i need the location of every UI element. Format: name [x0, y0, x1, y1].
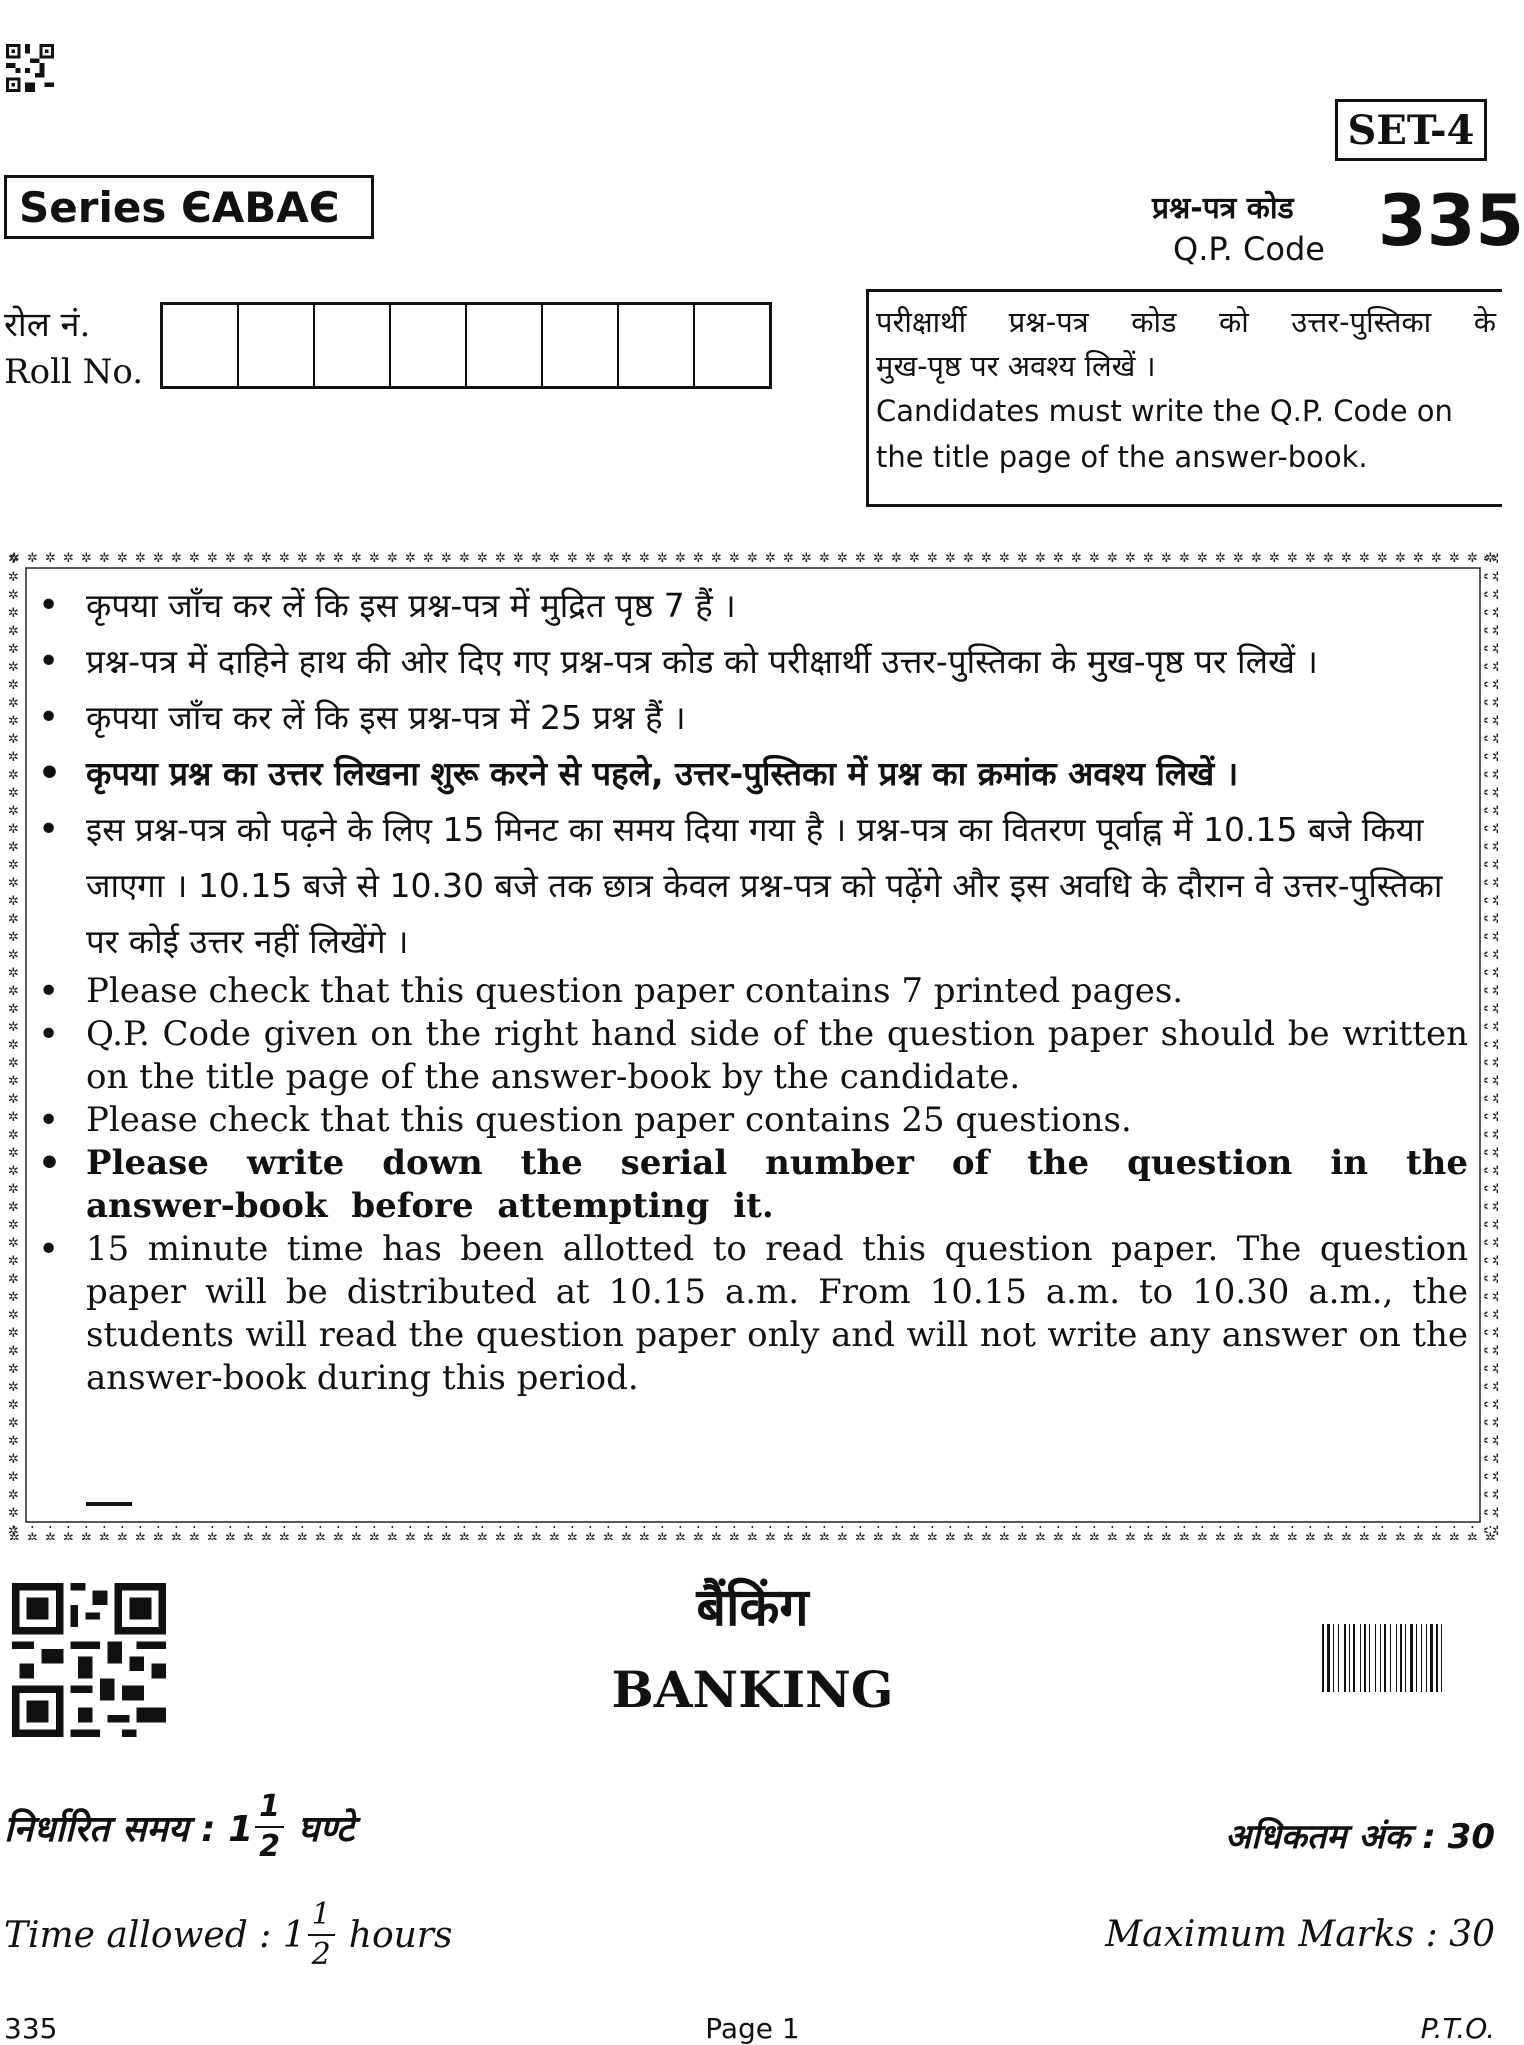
underline-dash: [86, 1502, 132, 1506]
fraction-numerator: 1: [308, 1900, 335, 1936]
time-allowed-english-label: Time allowed : 1: [4, 1914, 306, 1956]
note-hindi-3: • कृपया जाँच कर लें कि इस प्रश्न-पत्र में 25 प्रश्न हैं ।: [36, 690, 1468, 746]
roll-no-box[interactable]: [695, 305, 769, 386]
time-allowed-english-unit: hours: [348, 1914, 453, 1956]
general-instructions: [36, 578, 1468, 1400]
footer-qp-code: 335: [4, 2012, 58, 2045]
roll-no-box[interactable]: [619, 305, 695, 386]
time-allowed-hindi-label: निर्धारित समय : 1: [4, 1808, 254, 1850]
qp-code-label-hindi: प्रश्न-पत्र कोड: [1152, 191, 1294, 226]
note-english-3: • Please check that this question paper contains 25 questions.: [36, 1099, 1468, 1142]
barcode-icon: [1322, 1624, 1492, 1692]
qp-code-number: 335: [1378, 180, 1524, 262]
instruction-hindi-line-2: मुख-पृष्ठ पर अवश्य लिखें ।: [876, 349, 1156, 383]
maximum-marks-hindi: अधिकतम अंक : 30: [1224, 1817, 1495, 1857]
small-qr-code-icon: [6, 44, 54, 92]
instruction-english-line-2: the title page of the answer-book.: [876, 440, 1368, 474]
fraction-numerator: 1: [255, 1792, 284, 1828]
note-english-4: • Please write down the serial number of the question in the answer-book before attempting it.: [36, 1142, 1468, 1228]
footer-pto: P.T.O.: [1420, 2012, 1495, 2045]
roll-no-box[interactable]: [239, 305, 315, 386]
note-english-5: • 15 minute time has been allotted to read this question paper. The question paper will be distributed at 10.15 a.m. From 10.15 a.m. to 10.30 a.m., the students will read the question paper only and will not write any answer on the answer-book during this period.: [36, 1228, 1468, 1400]
fraction-denominator: 2: [259, 1829, 280, 1864]
time-allowed-english: [4, 1897, 453, 1972]
note-hindi-1: • कृपया जाँच कर लें कि इस प्रश्न-पत्र में मुद्रित पृष्ठ 7 हैं ।: [36, 578, 1468, 634]
roll-no-boxes: [160, 302, 772, 389]
note-hindi-5: • इस प्रश्न-पत्र को पढ़ने के लिए 15 मिनट का समय दिया गया है । प्रश्न-पत्र का वितरण पूर्वाह्न में 10.15 बजे किया जाएगा । 10.15 बजे से 10.30 बजे तक छात्र केवल प्रश्न-पत्र को पढ़ेंगे और इस अवधि के दौरान वे उत्तर-पुस्तिका पर कोई उत्तर नहीं लिखेंगे ।: [36, 802, 1468, 970]
footer-page-number: Page 1: [705, 2012, 800, 2045]
roll-no-box[interactable]: [467, 305, 543, 386]
time-allowed-hindi-unit: घण्टे: [298, 1808, 355, 1850]
qp-code-label-english: Q.P. Code: [1173, 230, 1325, 268]
qp-code-instruction-box: [866, 289, 1502, 507]
note-hindi-2: • प्रश्न-पत्र में दाहिने हाथ की ओर दिए गए प्रश्न-पत्र कोड को परीक्षार्थी उत्तर-पुस्तिका के मुख-पृष्ठ पर लिखें ।: [36, 634, 1468, 690]
note-english-2: • Q.P. Code given on the right hand side of the question paper should be written on the title page of the answer-book by the candidate.: [36, 1013, 1468, 1099]
set-number: SET-4: [1347, 106, 1475, 154]
maximum-marks-english: Maximum Marks : 30: [1105, 1914, 1495, 1955]
subject-title-hindi: बैंकिंग: [696, 1578, 809, 1638]
fraction-denominator: 2: [311, 1937, 331, 1972]
roll-no-box[interactable]: [315, 305, 391, 386]
roll-no-label-hindi: रोल नं.: [4, 305, 91, 345]
note-english-1: • Please check that this question paper contains 7 printed pages.: [36, 970, 1468, 1013]
time-allowed-hindi: [4, 1789, 355, 1864]
roll-no-label-english: Roll No.: [4, 352, 144, 392]
series-box: [4, 175, 374, 239]
roll-no-box[interactable]: [543, 305, 619, 386]
note-hindi-4: • कृपया प्रश्न का उत्तर लिखना शुरू करने से पहले, उत्तर-पुस्तिका में प्रश्न का क्रमांक अवश्य लिखें ।: [36, 746, 1468, 802]
instruction-english-line-1: Candidates must write the Q.P. Code on: [876, 394, 1453, 428]
time-fraction: [255, 1789, 284, 1864]
set-number-box: [1335, 99, 1487, 161]
roll-no-box[interactable]: [391, 305, 467, 386]
instruction-hindi-line-1: परीक्षार्थी प्रश्न-पत्र कोड को उत्तर-पुस्तिका के: [876, 305, 1496, 339]
roll-no-box[interactable]: [163, 305, 239, 386]
series-label: Series ЄABAЄ: [19, 182, 340, 232]
subject-title-english: BANKING: [611, 1660, 894, 1719]
time-fraction: [308, 1897, 335, 1972]
